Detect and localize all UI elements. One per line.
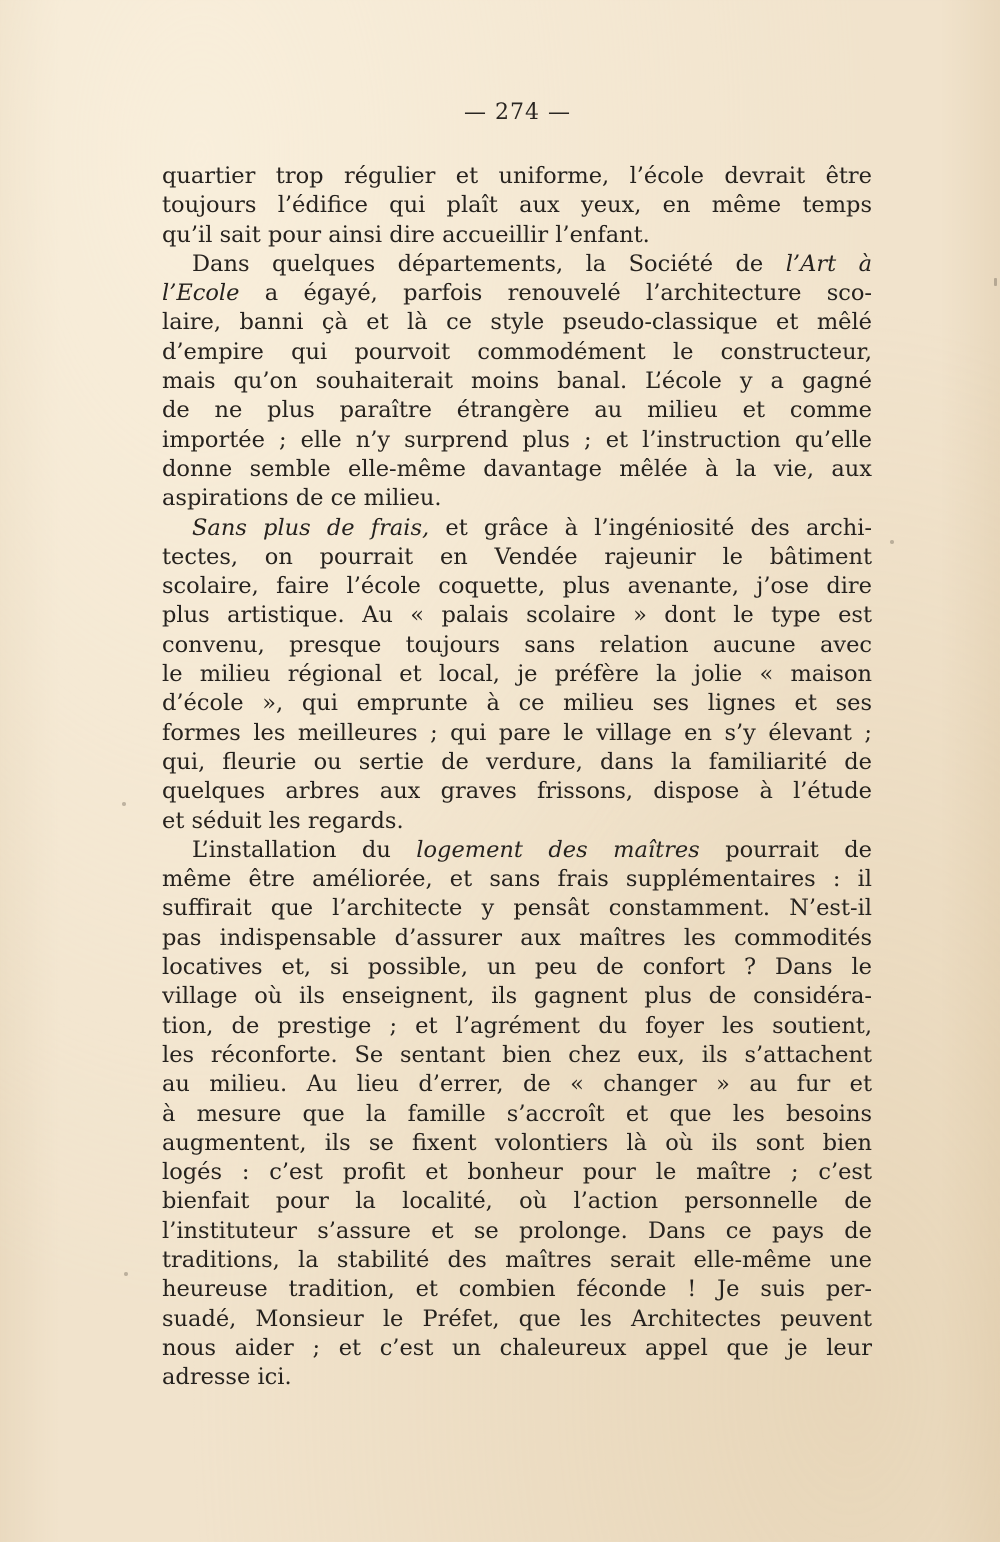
text-line: et séduit les regards. xyxy=(162,807,404,834)
text-line xyxy=(162,279,872,308)
text-line: locatives et, si possible, un peu de confort ? Dans le xyxy=(162,954,872,981)
text-line: laire, banni çà et là ce style pseudo-classique et mêlé xyxy=(162,309,872,336)
text-line: scolaire, faire l’école coquette, plus avenante, j’ose dire xyxy=(162,573,872,600)
italic-phrase: logement des maîtres xyxy=(416,836,700,863)
text-line: quartier trop régulier et uniforme, l’école devrait être xyxy=(162,163,872,189)
text-line: aspirations de ce milieu. xyxy=(162,485,442,512)
text-line: donne semble elle-même davantage mêlée à la vie, aux xyxy=(162,455,872,482)
text-line: à mesure que la famille s’accroît et que les besoins xyxy=(162,1100,872,1127)
text-line: tectes, on pourrait en Vendée rajeunir le bâtiment xyxy=(162,543,872,570)
text-line: de ne plus paraître étrangère au milieu et comme xyxy=(162,397,872,424)
text-line: traditions, la stabilité des maîtres serait elle-même une xyxy=(162,1246,872,1273)
italic-title: l’Ecole xyxy=(162,280,240,307)
paragraph-3 xyxy=(162,514,872,836)
text-line: convenu, presque toujours sans relation aucune avec xyxy=(162,631,872,658)
paper-speck xyxy=(122,802,126,806)
text-line: le milieu régional et local, je préfère la jolie « maison xyxy=(162,661,872,688)
text-line: suadé, Monsieur le Préfet, que les Architectes peuvent xyxy=(162,1305,872,1332)
paper-speck xyxy=(890,540,894,544)
text-line: nous aider ; et c’est un chaleureux appel que je leur xyxy=(162,1334,872,1361)
text-segment: et grâce à l’ingéniosité des archi- xyxy=(445,514,872,541)
text-line: plus artistique. Au « palais scolaire » dont le type est xyxy=(162,602,872,629)
paragraph-1 xyxy=(162,162,872,250)
text-line: qui, fleurie ou sertie de verdure, dans la familiarité de xyxy=(162,748,872,775)
text-line xyxy=(162,250,872,279)
page-number: — 274 — xyxy=(464,100,571,125)
text-line: toujours l’édifice qui plaît aux yeux, en même temps xyxy=(162,192,872,219)
text-segment: Dans quelques départements, la Société de xyxy=(192,250,764,277)
text-line: village où ils enseignent, ils gagnent plus de considéra- xyxy=(162,983,872,1010)
text-line: quelques arbres aux graves frissons, dispose à l’étude xyxy=(162,778,872,805)
paragraph-2 xyxy=(162,250,872,514)
text-line: qu’il sait pour ainsi dire accueillir l’enfant. xyxy=(162,221,650,248)
text-line: suffirait que l’architecte y pensât constamment. N’est-il xyxy=(162,895,872,922)
text-line: même être améliorée, et sans frais supplémentaires : il xyxy=(162,866,872,893)
text-segment: pourrait de xyxy=(725,836,872,863)
text-line: heureuse tradition, et combien féconde ! Je suis per- xyxy=(162,1276,872,1303)
text-line: tion, de prestige ; et l’agrément du foyer les soutient, xyxy=(162,1012,872,1039)
paper-speck xyxy=(994,278,997,286)
text-line xyxy=(162,514,872,543)
text-line: d’école », qui emprunte à ce milieu ses lignes et ses xyxy=(162,690,872,717)
text-line: d’empire qui pourvoit commodément le constructeur, xyxy=(162,338,872,365)
text-line: logés : c’est profit et bonheur pour le maître ; c’est xyxy=(162,1159,872,1186)
body-text xyxy=(162,162,872,1392)
paper-speck xyxy=(124,1272,128,1276)
text-line: les réconforte. Se sentant bien chez eux, ils s’attachent xyxy=(162,1041,872,1068)
text-line xyxy=(162,836,872,865)
paragraph-4 xyxy=(162,836,872,1393)
text-segment: a égayé, parfois renouvelé l’architecture sco- xyxy=(264,280,872,307)
text-line: au milieu. Au lieu d’errer, de « changer » au fur et xyxy=(162,1071,872,1098)
text-line: formes les meilleures ; qui pare le village en s’y élevant ; xyxy=(162,719,872,746)
text-line: mais qu’on souhaiterait moins banal. L’école y a gagné xyxy=(162,368,872,395)
text-line: l’instituteur s’assure et se prolonge. Dans ce pays de xyxy=(162,1217,872,1244)
text-line: bienfait pour la localité, où l’action personnelle de xyxy=(162,1188,872,1215)
text-segment: L’installation du xyxy=(192,836,391,863)
text-line: adresse ici. xyxy=(162,1364,292,1391)
text-line: augmentent, ils se fixent volontiers là où ils sont bien xyxy=(162,1129,872,1156)
text-line: pas indispensable d’assurer aux maîtres les commodités xyxy=(162,924,872,951)
italic-phrase: Sans plus de frais, xyxy=(192,514,430,541)
text-line: importée ; elle n’y surprend plus ; et l’instruction qu’elle xyxy=(162,426,872,453)
italic-title: l’Art à xyxy=(785,250,872,277)
